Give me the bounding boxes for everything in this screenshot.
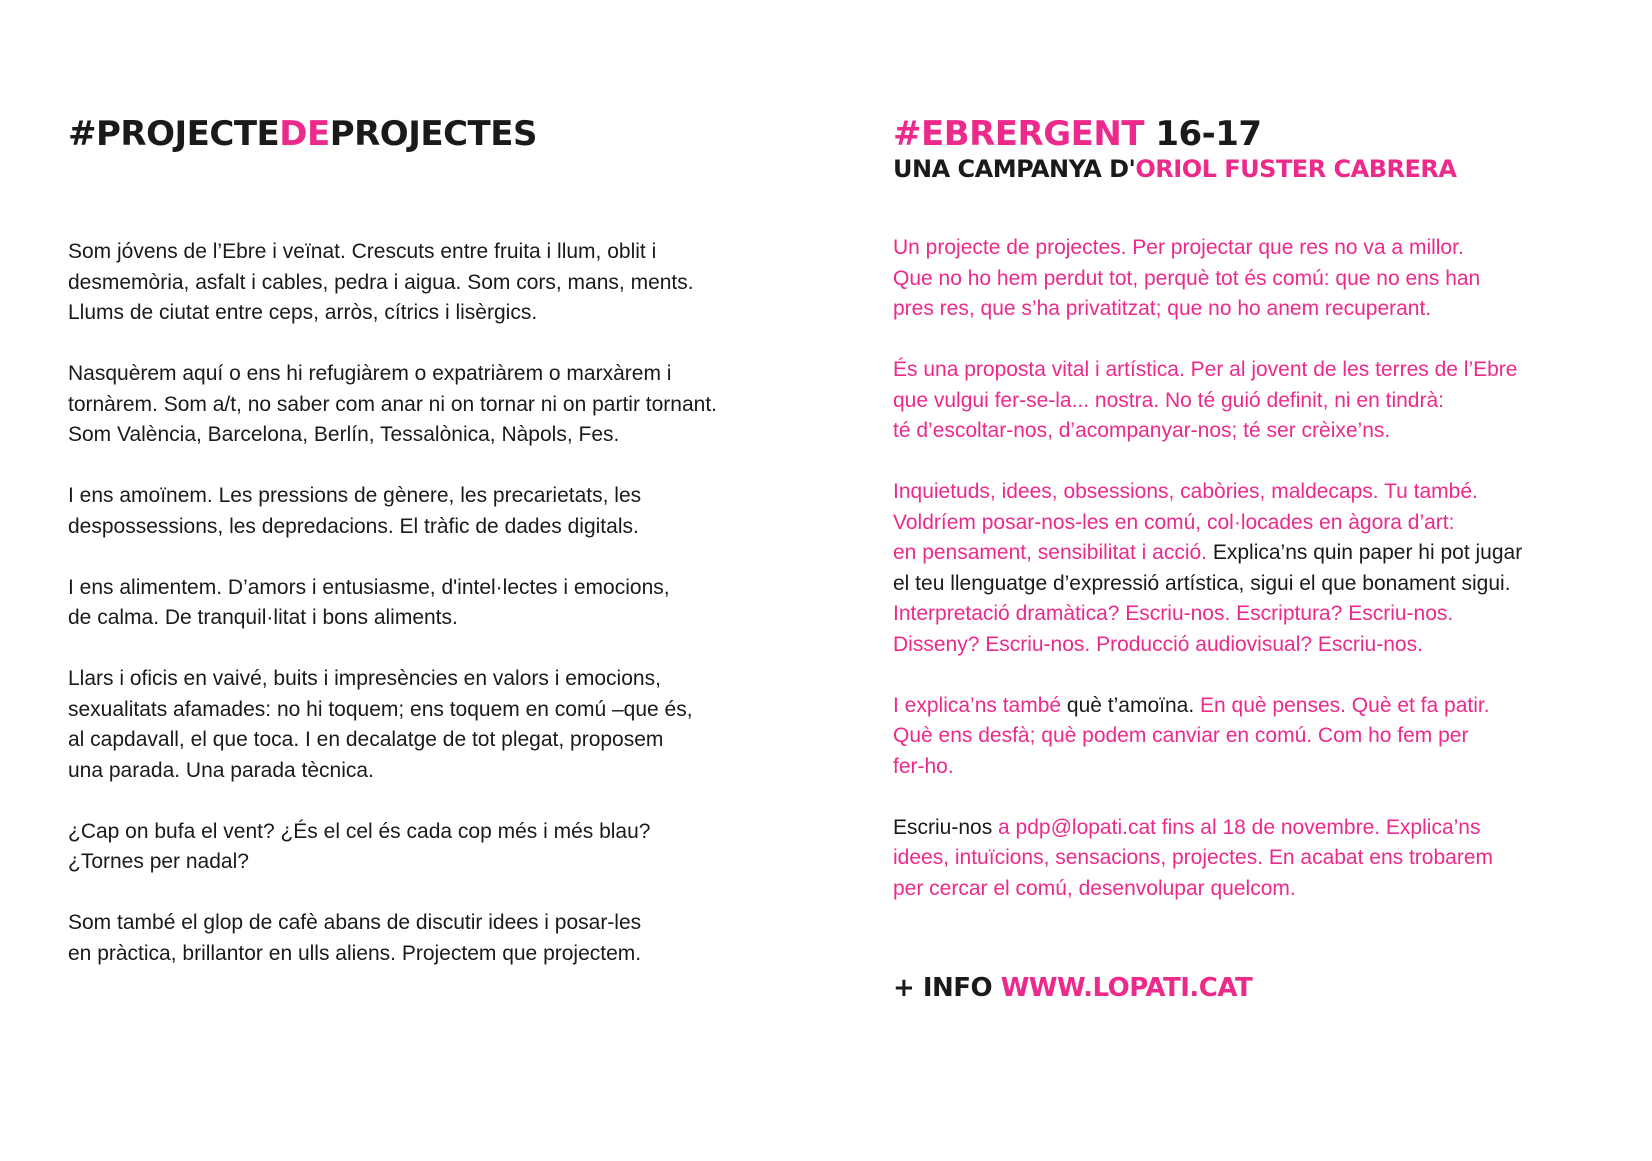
text-line: tornàrem. Som a/t, no saber com anar ni on tornar ni on partir tornant. (68, 392, 717, 416)
text-line: en pràctica, brillantor en ulls aliens. Projectem que projectem. (68, 941, 642, 965)
text-line: És una proposta vital i artística. Per al jovent de les terres de l’Ebre (893, 358, 1518, 381)
text-run: Explica’ns quin paper hi pot jugar (1212, 541, 1523, 564)
title-years: 16-17 (1155, 114, 1262, 154)
info-line (893, 972, 1252, 1004)
hashtag-title: #EBRERGENT (893, 114, 1144, 154)
text-line: Disseny? Escriu-nos. Producció audiovisual? Escriu-nos. (893, 632, 1423, 656)
text-run: Escriu-nos (893, 815, 993, 839)
text-line: una parada. Una parada tècnica. (68, 758, 374, 782)
text-line: que vulgui fer-se-la... nostra. No té guió definit, ni en tindrà: (893, 388, 1444, 412)
author-name: ORIOL FUSTER CABRERA (1135, 155, 1457, 183)
text-line: Llums de ciutat entre ceps, arròs, cítrics i lisèrgics. (68, 301, 538, 324)
left-paragraph-6 (68, 817, 808, 878)
text-run: I explica’ns també (893, 693, 1067, 717)
text-line: Som jóvens de l’Ebre i veïnat. Crescuts entre fruita i llum, oblit i (68, 240, 657, 263)
website-link[interactable]: WWW.LOPATI.CAT (1000, 973, 1253, 1003)
text-line: el teu llenguatge d’expressió artística, sigui el que bonament sigui. (893, 571, 1511, 595)
text-line: Nasquèrem aquí o ens hi refugiàrem o expatriàrem o marxàrem i (68, 362, 672, 385)
text-line: ¿Cap on bufa el vent? ¿És el cel és cada cop més i més blau? (68, 819, 651, 843)
right-body-text (893, 233, 1633, 935)
email-link[interactable]: a pdp@lopati.cat fins al 18 de novembre. Explica’ns (992, 815, 1481, 839)
text-line: ¿Tornes per nadal? (68, 850, 249, 873)
info-label: + INFO (893, 973, 993, 1003)
text-line: fer-ho. (893, 754, 954, 778)
text-line: desmemòria, asfalt i cables, pedra i aigua. Som cors, mans, ments. (68, 270, 694, 294)
title-prefix: #PROJECTE (68, 114, 280, 154)
text-line: per cercar el comú, desenvolupar quelcom. (893, 876, 1296, 900)
text-line: Voldríem posar-nos-les en comú, col·locades en àgora d’art: (893, 510, 1455, 534)
left-paragraph-7 (68, 908, 808, 969)
text-line: té d’escoltar-nos, d’acompanyar-nos; té ser crèixe’ns. (893, 419, 1391, 442)
left-body-text (68, 237, 808, 1000)
text-line: Interpretació dramàtica? Escriu-nos. Escriptura? Escriu-nos. (893, 602, 1454, 625)
text-line: despossessions, les depredacions. El tràfic de dades digitals. (68, 514, 639, 538)
right-paragraph-3 (893, 477, 1633, 660)
text-line: Un projecte de projectes. Per projectar que res no va a millor. (893, 236, 1464, 259)
left-paragraph-5 (68, 664, 808, 786)
text-line: Som també el glop de cafè abans de discutir idees i posar-les (68, 911, 642, 934)
text-run: En què penses. Què et fa patir. (1194, 693, 1490, 717)
right-paragraph-1 (893, 233, 1633, 325)
text-line: Que no ho hem perdut tot, perquè tot és comú: que no ens han (893, 266, 1481, 290)
text-line: Inquietuds, idees, obsessions, cabòries, maldecaps. Tu també. (893, 480, 1478, 503)
text-line (893, 813, 1633, 844)
text-line (893, 538, 1633, 569)
text-line: sexualitats afamades: no hi toquem; ens toquem en comú –que és, (68, 697, 693, 721)
left-paragraph-2 (68, 359, 808, 451)
right-paragraph-2 (893, 355, 1633, 447)
left-paragraph-1 (68, 237, 808, 329)
right-paragraph-5 (893, 813, 1633, 905)
right-page-title (893, 114, 1262, 154)
left-paragraph-3 (68, 481, 808, 542)
text-line: de calma. De tranquil·litat i bons aliments. (68, 606, 458, 629)
text-line: pres res, que s’ha privatitzat; que no ho anem recuperant. (893, 297, 1432, 320)
subtitle-prefix: UNA CAMPANYA D' (893, 155, 1136, 183)
text-line: al capdavall, el que toca. I en decalatge de tot plegat, proposem (68, 728, 664, 751)
right-paragraph-4 (893, 691, 1633, 783)
text-line: Som València, Barcelona, Berlín, Tessalònica, Nàpols, Fes. (68, 423, 620, 446)
left-paragraph-4 (68, 573, 808, 634)
right-subtitle (893, 154, 1456, 184)
text-line: I ens amoïnem. Les pressions de gènere, les precarietats, les (68, 484, 642, 507)
text-line: Què ens desfà; què podem canviar en comú. Com ho fem per (893, 724, 1469, 747)
text-line: idees, intuïcions, sensacions, projectes. En acabat ens trobarem (893, 846, 1493, 869)
title-mid: DE (279, 114, 330, 154)
text-run: en pensament, sensibilitat i acció. (893, 541, 1213, 564)
left-page-title (68, 114, 537, 154)
title-suffix: PROJECTES (329, 114, 537, 154)
text-line: Llars i oficis en vaivé, buits i impresències en valors i emocions, (68, 667, 661, 690)
text-line (893, 691, 1633, 722)
text-line: I ens alimentem. D’amors i entusiasme, d'intel·lectes i emocions, (68, 575, 670, 599)
text-run: què t’amoïna. (1066, 693, 1195, 717)
